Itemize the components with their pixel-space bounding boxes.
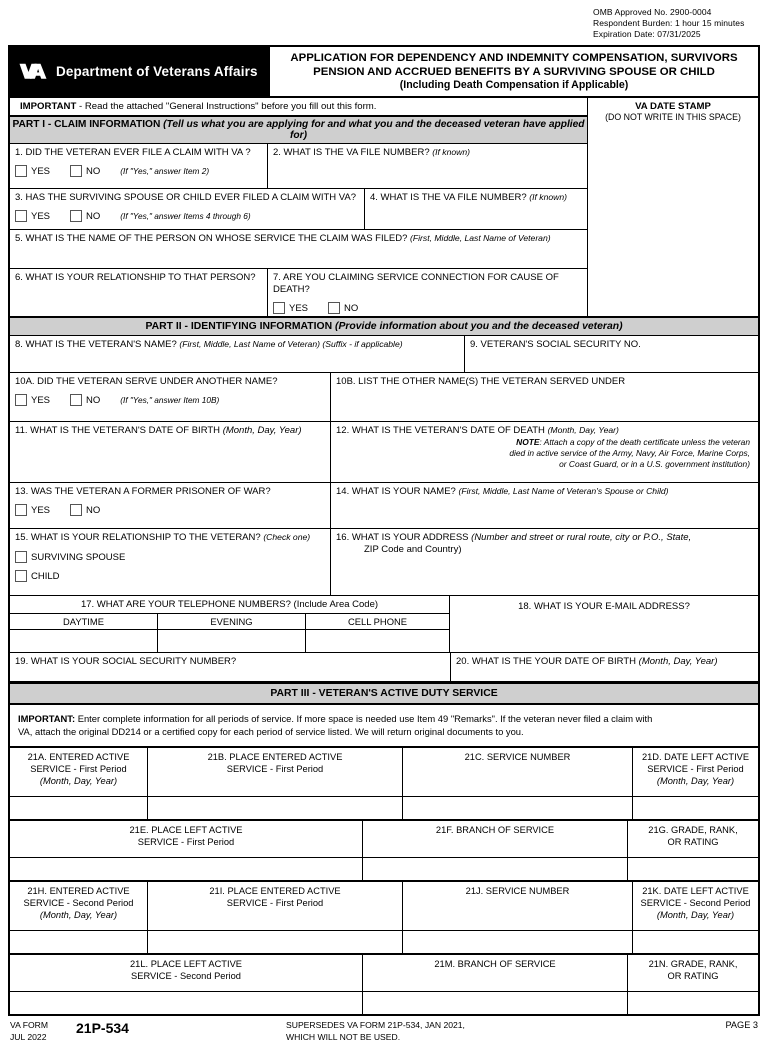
q17-cellphone-input[interactable] <box>305 630 449 652</box>
telephone-input-row <box>10 630 449 652</box>
part3-row3-headers <box>10 880 758 930</box>
q19-label: 19. WHAT IS YOUR SOCIAL SECURITY NUMBER? <box>15 656 237 668</box>
q10a-options <box>15 394 330 406</box>
q7-yes-label: YES <box>289 302 309 314</box>
row-q10a-q10b <box>10 373 758 422</box>
input-21l[interactable] <box>10 992 362 1014</box>
header-21k-line1: 21K. DATE LEFT ACTIVE <box>642 886 749 897</box>
q16-label: 16. WHAT IS YOUR ADDRESS (Number and street or rural route, city or P.O., State, <box>336 532 692 544</box>
q10a-yes-label: YES <box>31 394 51 406</box>
part1-band <box>10 116 587 144</box>
input-21n[interactable] <box>627 992 758 1014</box>
part3-row4-inputs <box>10 991 758 1014</box>
q17-hint: (Include Area Code) <box>293 599 379 611</box>
header-21k-line2: SERVICE - Second Period <box>640 898 751 909</box>
header-21c-line1: 21C. SERVICE NUMBER <box>464 752 571 763</box>
q17-daytime-input[interactable] <box>10 630 157 652</box>
part3-band <box>10 682 758 705</box>
field-q15 <box>10 529 330 595</box>
q3-label: 3. HAS THE SURVIVING SPOUSE OR CHILD EVER FILED A CLAIM WITH VA? <box>15 192 357 204</box>
q3-no-label: NO <box>86 210 101 222</box>
part3-row3-inputs <box>10 930 758 953</box>
header-21b-line1: 21B. PLACE ENTERED ACTIVE <box>207 752 343 763</box>
input-21c[interactable] <box>402 797 632 819</box>
row-q6-q7 <box>10 269 587 316</box>
field-q10a <box>10 373 330 421</box>
q17-evening-input[interactable] <box>157 630 305 652</box>
field-q11[interactable] <box>10 422 330 482</box>
q13-no-checkbox[interactable] <box>70 504 82 516</box>
agency-name: Department of Veterans Affairs <box>56 64 258 80</box>
input-21i[interactable] <box>147 931 402 953</box>
q12-note-line1: : Attach a copy of the death certificate unless the veteran <box>539 437 750 448</box>
field-q13 <box>10 483 330 528</box>
header-21h-line3: (Month, Day, Year) <box>39 909 118 920</box>
input-21d[interactable] <box>632 797 758 819</box>
header-21e-line1: 21E. PLACE LEFT ACTIVE <box>129 825 243 836</box>
row-q15-q16 <box>10 529 758 596</box>
form-title-line2: PENSION AND ACCRUED BENEFITS BY A SURVIVING SPOUSE OR CHILD <box>313 65 715 78</box>
part1-band-subtitle: (Tell us what you are applying for and what you and the deceased veteran have applied for) <box>160 119 585 142</box>
expiration-date: Expiration Date: 07/31/2025 <box>593 29 701 40</box>
q20-label: 20. WHAT IS THE YOUR DATE OF BIRTH (Month, Day, Year) <box>456 656 718 668</box>
part3-row1-inputs <box>10 796 758 819</box>
header-21n <box>627 955 758 991</box>
field-q7 <box>267 269 587 316</box>
q12-note <box>336 437 758 470</box>
field-q1 <box>10 144 267 188</box>
input-21g[interactable] <box>627 858 758 880</box>
q7-yes-checkbox[interactable] <box>273 302 285 314</box>
q8-hint: (First, Middle, Last Name of Veteran) (Suffix - if applicable) <box>179 339 403 350</box>
header-21i-line1: 21I. PLACE ENTERED ACTIVE <box>209 886 341 897</box>
form-title-line1: APPLICATION FOR DEPENDENCY AND INDEMNITY COMPENSATION, SURVIVORS <box>290 51 738 64</box>
header-21l-line2: SERVICE - Second Period <box>131 971 241 982</box>
row-q17-q18 <box>10 596 758 653</box>
part2-band-title: PART II - IDENTIFYING INFORMATION <box>145 321 333 333</box>
field-q18[interactable] <box>450 596 758 652</box>
header-21e <box>10 821 362 857</box>
header-21e-line2: SERVICE - First Period <box>137 837 235 848</box>
q10a-no-checkbox[interactable] <box>70 394 82 406</box>
field-q2[interactable] <box>267 144 587 188</box>
q1-no-label: NO <box>86 165 101 177</box>
q2-hint: (If known) <box>432 147 470 158</box>
q16-hint-line2: ZIP Code and Country) <box>364 544 462 556</box>
form-body <box>8 45 760 1017</box>
row-q8-q9 <box>10 336 758 373</box>
va-seal-icon <box>18 61 48 83</box>
q4-label: 4. WHAT IS THE VA FILE NUMBER? (If known) <box>370 192 567 204</box>
field-q8[interactable] <box>10 336 464 372</box>
form-number: 21P-534 <box>76 1020 129 1037</box>
part3-important-line1: Enter complete information for all periods of service. If more space is needed use Item 49 "Remarks". If the veteran never filed a claim with <box>75 713 653 725</box>
part3-important-line2: VA, attach the original DD214 or a certified copy for each period of service listed. We will return original documents to you. <box>18 726 524 738</box>
q1-yes-label: YES <box>31 165 51 177</box>
input-21f[interactable] <box>362 858 627 880</box>
header-21b <box>147 748 402 796</box>
header-21c <box>402 748 632 796</box>
q13-options <box>15 504 330 516</box>
q14-label: 14. WHAT IS YOUR NAME? (First, Middle, Last Name of Veteran's Spouse or Child) <box>336 486 669 498</box>
input-21e[interactable] <box>10 858 362 880</box>
header-21k <box>632 882 758 930</box>
header-21l-line1: 21L. PLACE LEFT ACTIVE <box>130 959 242 970</box>
q13-no-label: NO <box>86 504 101 516</box>
header-21i-line2: SERVICE - First Period <box>226 898 324 909</box>
q15-surviving-spouse-label: SURVIVING SPOUSE <box>31 551 126 563</box>
q7-no-label: NO <box>344 302 359 314</box>
header-21d-line3: (Month, Day, Year) <box>656 775 735 786</box>
q3-no-checkbox[interactable] <box>70 210 82 222</box>
q3-yes-label: YES <box>31 210 51 222</box>
q1-hint: (If "Yes," answer Item 2) <box>120 166 210 177</box>
q3-yes-checkbox[interactable] <box>15 210 27 222</box>
input-21b[interactable] <box>147 797 402 819</box>
telephone-group <box>10 596 450 652</box>
header-21j-line1: 21J. SERVICE NUMBER <box>465 886 570 897</box>
input-21m[interactable] <box>362 992 627 1014</box>
q1-label: 1. DID THE VETERAN EVER FILE A CLAIM WITH VA ? <box>15 147 251 159</box>
va-date-stamp-subtitle: (DO NOT WRITE IN THIS SPACE) <box>605 112 741 123</box>
field-q16[interactable] <box>330 529 758 595</box>
q15-label: 15. WHAT IS YOUR RELATIONSHIP TO THE VETERAN? (Check one) <box>15 532 311 544</box>
omb-approved-number: OMB Approved No. 2900-0004 <box>593 7 712 17</box>
q15-option-spouse[interactable] <box>15 551 330 563</box>
va-form-date <box>10 1020 72 1042</box>
q8-label: 8. WHAT IS THE VETERAN'S NAME? (First, Middle, Last Name of Veteran) (Suffix - if applicable) <box>15 339 403 351</box>
q15-child-checkbox[interactable] <box>15 570 27 582</box>
header-21d <box>632 748 758 796</box>
q11-hint: (Month, Day, Year) <box>222 425 302 437</box>
q12-note-line3: or Coast Guard, or in a U.S. government institution) <box>559 458 750 469</box>
q13-label: 13. WAS THE VETERAN A FORMER PRISONER OF WAR? <box>15 486 271 498</box>
va-date-stamp-box <box>588 98 758 316</box>
form-header <box>10 47 758 99</box>
header-21l <box>10 955 362 991</box>
q2-label: 2. WHAT IS THE VA FILE NUMBER? (If known) <box>273 147 470 159</box>
q12-hint: (Month, Day, Year) <box>547 425 619 436</box>
q12-note-line2: died in active service of the Army, Navy, Air Force, Marine Corps, <box>509 447 750 458</box>
input-21h[interactable] <box>10 931 147 953</box>
q15-option-child[interactable] <box>15 570 330 582</box>
important-label: IMPORTANT <box>20 101 77 113</box>
q12-label: 12. WHAT IS THE VETERAN'S DATE OF DEATH (Month, Day, Year) <box>336 425 619 437</box>
input-21j[interactable] <box>402 931 632 953</box>
header-21n-line1: 21N. GRADE, RANK, <box>648 959 738 970</box>
header-21h-line1: 21H. ENTERED ACTIVE <box>27 886 130 897</box>
q18-label: 18. WHAT IS YOUR E-MAIL ADDRESS? <box>518 601 690 613</box>
q16-hint-line1: (Number and street or rural route, city or P.O., State, <box>471 532 692 544</box>
header-21i <box>147 882 402 930</box>
header-21g <box>627 821 758 857</box>
q6-label: 6. WHAT IS YOUR RELATIONSHIP TO THAT PERSON? <box>15 272 256 284</box>
part3-row2-headers <box>10 819 758 857</box>
header-21h <box>10 882 147 930</box>
part3-band-title: PART III - VETERAN'S ACTIVE DUTY SERVICE <box>270 688 498 700</box>
field-q3 <box>10 189 364 229</box>
q17-evening-label: EVENING <box>157 614 305 629</box>
page-number: PAGE 3 <box>725 1020 758 1031</box>
supersedes-note <box>206 1020 688 1042</box>
q13-yes-checkbox[interactable] <box>15 504 27 516</box>
q10a-label: 10A. DID THE VETERAN SERVE UNDER ANOTHER NAME? <box>15 376 278 388</box>
omb-block <box>8 0 760 41</box>
q1-no-checkbox[interactable] <box>70 165 82 177</box>
supersedes-line1: SUPERSEDES VA FORM 21P-534, JAN 2021, <box>286 1020 465 1031</box>
telephone-column-headers <box>10 614 449 630</box>
important-text: - Read the attached "General Instructions" before you fill out this form. <box>76 101 377 113</box>
q5-hint: (First, Middle, Last Name of Veteran) <box>410 233 551 244</box>
part1-band-title: PART I - CLAIM INFORMATION <box>12 119 161 131</box>
header-21k-line3: (Month, Day, Year) <box>656 909 735 920</box>
header-21m <box>362 955 627 991</box>
part3-important <box>10 705 758 748</box>
header-21f <box>362 821 627 857</box>
header-21h-line2: SERVICE - Second Period <box>23 898 134 909</box>
header-21a <box>10 748 147 796</box>
part2-band-subtitle: (Provide information about you and the deceased veteran) <box>332 321 623 333</box>
q12-note-label: NOTE <box>516 437 540 448</box>
part3-row1-headers <box>10 748 758 796</box>
header-21g-line1: 21G. GRADE, RANK, <box>648 825 738 836</box>
field-q9[interactable] <box>464 336 758 372</box>
part2-band <box>10 316 758 336</box>
field-q12[interactable] <box>330 422 758 482</box>
q3-options <box>15 210 364 222</box>
va-form-label: VA FORM <box>10 1020 49 1031</box>
q1-options <box>15 165 267 177</box>
header-21j <box>402 882 632 930</box>
respondent-burden: Respondent Burden: 1 hour 15 minutes <box>593 18 745 29</box>
q10b-label: 10B. LIST THE OTHER NAME(S) THE VETERAN SERVED UNDER <box>336 376 626 388</box>
header-21f-line1: 21F. BRANCH OF SERVICE <box>435 825 555 836</box>
q13-yes-label: YES <box>31 504 51 516</box>
row-q5 <box>10 230 587 269</box>
q10a-no-label: NO <box>86 394 101 406</box>
q7-label: 7. ARE YOU CLAIMING SERVICE CONNECTION FOR CAUSE OF DEATH? <box>273 272 559 296</box>
row-q1-q2 <box>10 144 587 189</box>
q17-label: 17. WHAT ARE YOUR TELEPHONE NUMBERS? (Include Area Code) <box>10 596 449 614</box>
q4-hint: (If known) <box>529 192 567 203</box>
input-21a[interactable] <box>10 797 147 819</box>
part3-row4-headers <box>10 953 758 991</box>
q17-cellphone-label: CELL PHONE <box>305 614 449 629</box>
header-21a-line1: 21A. ENTERED ACTIVE <box>27 752 130 763</box>
q9-label: 9. VETERAN'S SOCIAL SECURITY NO. <box>470 339 641 351</box>
q10a-hint: (If "Yes," answer Item 10B) <box>120 395 220 406</box>
va-logo-block <box>10 47 270 97</box>
header-21n-line2: OR RATING <box>667 971 719 982</box>
field-q14[interactable] <box>330 483 758 528</box>
q20-hint: (Month, Day, Year) <box>638 656 718 668</box>
part3-important-label: IMPORTANT: <box>18 713 76 725</box>
field-q4[interactable] <box>364 189 587 229</box>
header-21d-line1: 21D. DATE LEFT ACTIVE <box>641 752 750 763</box>
q15-hint: (Check one) <box>263 532 311 543</box>
va-date-stamp-title: VA DATE STAMP <box>635 101 711 113</box>
q10a-yes-checkbox[interactable] <box>15 394 27 406</box>
form-title-line3: (Including Death Compensation if Applicable) <box>399 79 629 92</box>
row-q13-q14 <box>10 483 758 529</box>
q5-label: 5. WHAT IS THE NAME OF THE PERSON ON WHOSE SERVICE THE CLAIM WAS FILED? (First, Middle, Last Name of Veteran) <box>15 233 551 245</box>
q7-options <box>273 302 587 314</box>
header-21d-line2: SERVICE - First Period <box>647 764 744 775</box>
header-21m-line1: 21M. BRANCH OF SERVICE <box>434 959 556 970</box>
q7-no-checkbox[interactable] <box>328 302 340 314</box>
q3-hint: (If "Yes," answer Items 4 through 6) <box>120 211 251 222</box>
row-q3-q4 <box>10 189 587 230</box>
field-q20[interactable] <box>450 653 758 681</box>
header-21a-line3: (Month, Day, Year) <box>39 775 118 786</box>
va-form-revision-date: JUL 2022 <box>10 1031 47 1042</box>
form-title <box>270 47 758 97</box>
header-21a-line2: SERVICE - First Period <box>30 764 127 775</box>
q15-child-label: CHILD <box>31 570 60 582</box>
part1-column <box>10 98 588 316</box>
header-21g-line2: OR RATING <box>667 837 719 848</box>
important-instruction <box>10 98 587 116</box>
q17-daytime-label: DAYTIME <box>63 616 104 628</box>
field-q6[interactable] <box>10 269 267 309</box>
supersedes-line2: WHICH WILL NOT BE USED. <box>286 1031 401 1042</box>
field-q10b[interactable] <box>330 373 758 421</box>
field-q19[interactable] <box>10 653 450 681</box>
q11-label: 11. WHAT IS THE VETERAN'S DATE OF BIRTH (Month, Day, Year) <box>15 425 302 437</box>
part3-row2-inputs <box>10 857 758 880</box>
input-21k[interactable] <box>632 931 758 953</box>
form-footer <box>8 1020 760 1042</box>
row-q19-q20 <box>10 653 758 682</box>
field-q5[interactable] <box>10 230 587 268</box>
row-q11-q12 <box>10 422 758 483</box>
header-21b-line2: SERVICE - First Period <box>226 764 324 775</box>
q15-surviving-spouse-checkbox[interactable] <box>15 551 27 563</box>
q14-hint: (First, Middle, Last Name of Veteran's Spouse or Child) <box>458 486 669 497</box>
q1-yes-checkbox[interactable] <box>15 165 27 177</box>
claim-and-stamp-section <box>10 98 758 316</box>
